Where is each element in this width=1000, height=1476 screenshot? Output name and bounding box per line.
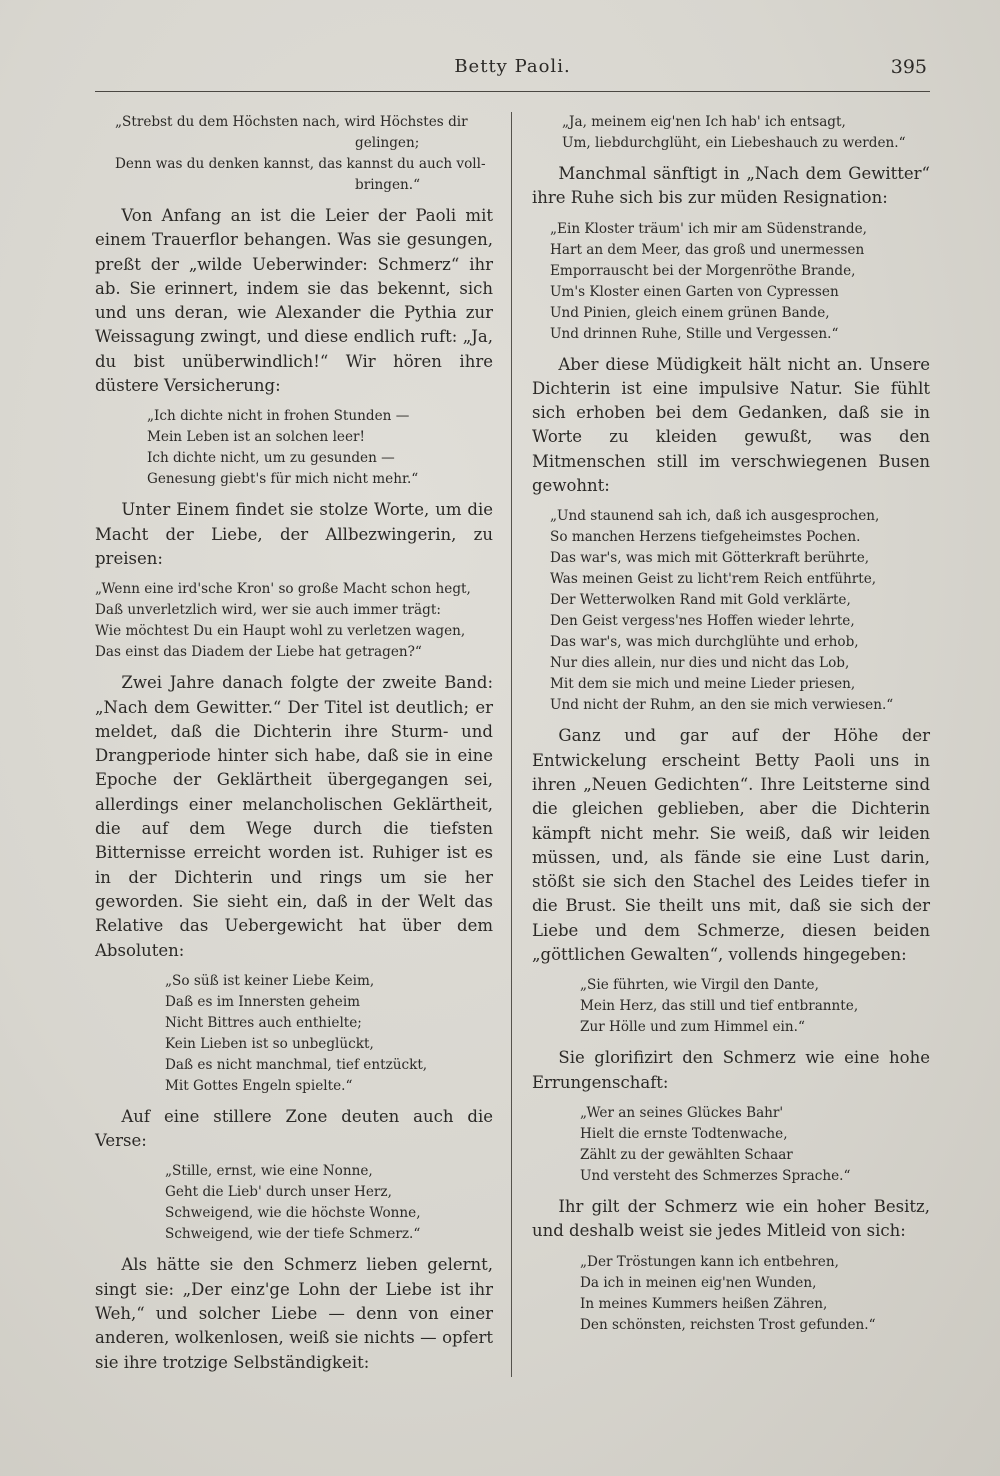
- verse-line: Und nicht der Ruhm, an den sie mich verwiesen.“: [550, 697, 894, 714]
- verse-line: „Sie führten, wie Virgil den Dante,: [580, 977, 819, 994]
- verse-line: Mein Herz, das still und tief entbrannte,: [580, 998, 859, 1015]
- verse-quote: [95, 579, 493, 663]
- verse-line: Und drinnen Ruhe, Stille und Vergessen.“: [550, 325, 839, 342]
- verse-line: „So süß ist keiner Liebe Keim,: [165, 972, 375, 989]
- verse-line: Und versteht des Schmerzes Sprache.“: [580, 1167, 851, 1184]
- verse-line: Hart an dem Meer, das groß und unermessen: [550, 241, 865, 258]
- verse-line: Zur Hölle und zum Himmel ein.“: [580, 1019, 805, 1036]
- verse-line: „Ein Kloster träum' ich mir am Südenstrande,: [550, 220, 867, 237]
- verse-line: Den schönsten, reichsten Trost gefunden.“: [580, 1316, 876, 1333]
- verse-quote: [95, 1161, 493, 1245]
- running-title: Betty Paoli.: [454, 56, 571, 77]
- verse-line: „Ich dichte nicht in frohen Stunden —: [147, 408, 410, 425]
- verse-line: Schweigend, wie der tiefe Schmerz.“: [165, 1226, 421, 1243]
- verse-line: Um, liebdurchglüht, ein Liebeshauch zu werden.“: [562, 135, 906, 151]
- page-header: [90, 56, 935, 86]
- paragraph: Aber diese Müdigkeit hält nicht an. Unsere Dichterin ist eine impulsive Natur. Sie fühlt sich erhoben bei dem Gedanken, daß sie in Worte zu kleiden gewußt, was den Mitmenschen still im verschwiegenen Busen gewohnt:: [532, 354, 930, 496]
- verse-line: Das war's, was mich mit Götterkraft berührte,: [550, 550, 870, 567]
- column-divider: [511, 112, 512, 1377]
- verse-line: Wie möchtest Du ein Haupt wohl zu verletzen wagen,: [95, 623, 466, 640]
- verse-line: Schweigend, wie die höchste Wonne,: [165, 1205, 421, 1222]
- verse-line: Um's Kloster einen Garten von Cypressen: [550, 283, 839, 300]
- verse-line: Nicht Bittres auch enthielte;: [165, 1014, 362, 1031]
- verse-line: Mit Gottes Engeln spielte.“: [165, 1077, 353, 1094]
- verse-line: Kein Lieben ist so unbeglückt,: [165, 1035, 374, 1052]
- verse-line: „Stille, ernst, wie eine Nonne,: [165, 1163, 373, 1180]
- verse-line: „Wer an seines Glückes Bahr': [580, 1104, 784, 1121]
- verse-line: „Ja, meinem eig'nen Ich hab' ich entsagt,: [562, 114, 846, 130]
- page-number: 395: [890, 56, 927, 78]
- verse-line: In meines Kummers heißen Zähren,: [580, 1295, 828, 1312]
- paragraph: Zwei Jahre danach folgte der zweite Band: „Nach dem Gewitter.“ Der Titel ist deutlich; er meldet, daß die Dichterin ihre Sturm- und Drangperiode hinter sich habe, daß sie in eine Epoche der Geklärtheit übergegangen sei, allerdings einer melancholischen Geklärtheit, die auf dem Wege durch die tiefsten Bitternisse erreicht worden ist. Ruhiger ist es in der Dichterin und rings um sie her geworden. Sie sieht ein, daß in der Welt das Relative das Uebergewicht hat über dem Absoluten:: [95, 673, 493, 960]
- paragraph: Als hätte sie den Schmerz lieben gelernt, singt sie: „Der einz'ge Lohn der Liebe ist ihr Weh,“ und solcher Liebe — denn von einer anderen, wolkenlosen, weiß sie nichts — opfert sie ihre trotzige Selbständigkeit:: [95, 1255, 493, 1372]
- verse-line: gelingen;: [355, 135, 420, 151]
- verse-line: Daß es nicht manchmal, tief entzückt,: [165, 1056, 428, 1073]
- paragraph: Auf eine stillere Zone deuten auch die Verse:: [95, 1106, 493, 1151]
- verse-quote: [532, 112, 930, 154]
- paragraph: Ganz und gar auf der Höhe der Entwickelung erscheint Betty Paoli uns in ihren „Neuen Gedichten“. Ihre Leitsterne sind die gleichen geblieben, aber die Dichterin kämpft nicht mehr. Sie weiß, daß wir leiden müssen, und, als fände sie eine Lust darin, stößt sie sich den Stachel des Leides tiefer in die Brust. Sie theilt uns mit, daß sie sich der Liebe und dem Schmerze, diesen beiden „göttlichen Gewalten“, vollends hingegeben:: [532, 726, 930, 965]
- verse-line: Denn was du denken kannst, das kannst du auch voll-: [115, 156, 486, 172]
- verse-line: So manchen Herzens tiefgeheimstes Pochen.: [550, 529, 861, 546]
- verse-line: Ich dichte nicht, um zu gesunden —: [147, 450, 395, 467]
- verse-line: Und Pinien, gleich einem grünen Bande,: [550, 304, 830, 321]
- verse-line: Daß es im Innersten geheim: [165, 993, 361, 1010]
- paragraph: Manchmal sänftigt in „Nach dem Gewitter“ ihre Ruhe sich bis zur müden Resignation:: [532, 164, 930, 208]
- verse-quote: [532, 219, 930, 345]
- verse-line: Hielt die ernste Todtenwache,: [580, 1125, 788, 1142]
- verse-line: „Der Tröstungen kann ich entbehren,: [580, 1253, 839, 1270]
- paragraph: Von Anfang an ist die Leier der Paoli mit einem Trauerflor behangen. Was sie gesungen, preßt der „wilde Ueberwinder: Schmerz“ ihr ab. Sie erinnert, indem sie das bekennt, sich und uns deran, wie Alexander die Pythia zur Weissagung zwingt, und diese endlich ruft: „Ja, du bist unüberwindlich!“ Wir hören ihre düstere Versicherung:: [95, 206, 493, 396]
- verse-line: Das einst das Diadem der Liebe hat getragen?“: [95, 644, 422, 661]
- verse-line: Emporrauscht bei der Morgenröthe Brande,: [550, 262, 856, 279]
- verse-quote: [95, 971, 493, 1097]
- left-column: [95, 112, 493, 1383]
- verse-quote: [95, 406, 493, 490]
- verse-line: Daß unverletzlich wird, wer sie auch immer trägt:: [95, 602, 441, 619]
- verse-line: Mein Leben ist an solchen leer!: [147, 429, 365, 446]
- right-column: [532, 112, 930, 1344]
- paragraph: Unter Einem findet sie stolze Worte, um die Macht der Liebe, der Allbezwingerin, zu preisen:: [95, 500, 493, 568]
- verse-quote: [532, 1103, 930, 1187]
- verse-line: Was meinen Geist zu licht'rem Reich entführte,: [550, 571, 877, 588]
- header-rule: [95, 91, 930, 92]
- verse-quote: [532, 506, 930, 716]
- verse-line: bringen.“: [355, 177, 421, 193]
- verse-line: Genesung giebt's für mich nicht mehr.“: [147, 471, 419, 488]
- verse-line: Mit dem sie mich und meine Lieder priesen,: [550, 676, 856, 693]
- verse-line: Zählt zu der gewählten Schaar: [580, 1146, 793, 1163]
- verse-line: Der Wetterwolken Rand mit Gold verklärte,: [550, 592, 851, 609]
- verse-line: „Strebst du dem Höchsten nach, wird Höchstes dir: [115, 114, 468, 130]
- verse-quote: [95, 112, 493, 196]
- verse-line: Geht die Lieb' durch unser Herz,: [165, 1184, 392, 1201]
- verse-quote: [532, 975, 930, 1038]
- verse-line: „Und staunend sah ich, daß ich ausgesprochen,: [550, 508, 880, 525]
- verse-line: Das war's, was mich durchglühte und erhob,: [550, 634, 859, 651]
- verse-line: „Wenn eine ird'sche Kron' so große Macht schon hegt,: [95, 581, 471, 598]
- paragraph: Ihr gilt der Schmerz wie ein hoher Besitz, und deshalb weist sie jedes Mitleid von sich:: [532, 1196, 930, 1241]
- verse-line: Den Geist vergess'nes Hoffen wieder lehrte,: [550, 613, 855, 630]
- verse-line: Da ich in meinen eig'nen Wunden,: [580, 1274, 817, 1291]
- paragraph: Sie glorifizirt den Schmerz wie eine hohe Errungenschaft:: [532, 1048, 930, 1092]
- verse-line: Nur dies allein, nur dies und nicht das Lob,: [550, 655, 850, 672]
- verse-quote: [532, 1252, 930, 1336]
